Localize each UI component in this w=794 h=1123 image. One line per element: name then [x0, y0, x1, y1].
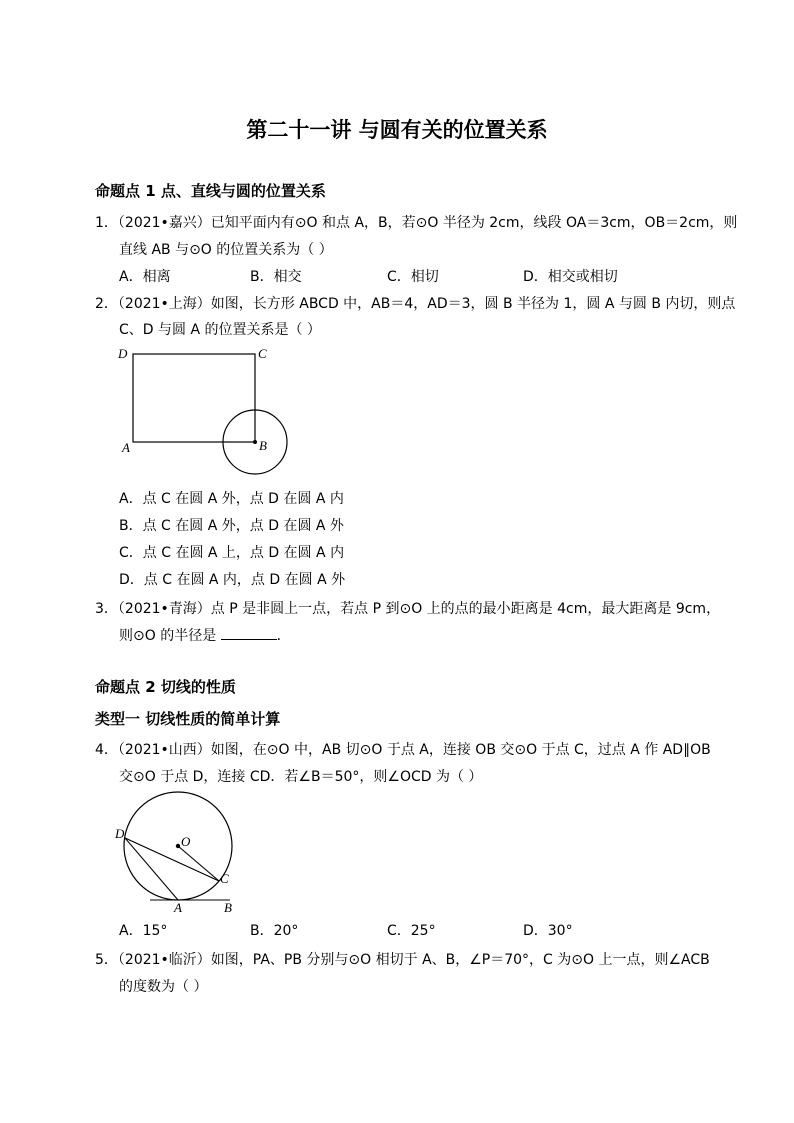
q4-figure-circle-tangent	[110, 790, 250, 915]
q1-option-b: B．相交	[250, 269, 302, 285]
label-a: A	[174, 900, 182, 915]
label-d: D	[118, 346, 128, 361]
q1-option-c: C．相切	[387, 269, 439, 285]
q2-line2: C、D 与圆 A 的位置关系是（ ）	[119, 322, 321, 338]
q2-option-a: A．点 C 在圆 A 外，点 D 在圆 A 内	[119, 491, 344, 507]
label-d: D	[115, 826, 125, 841]
q1-option-d: D．相交或相切	[523, 269, 618, 285]
rectangle-abcd	[133, 354, 255, 442]
q4-option-c: C．25°	[387, 923, 436, 939]
q3-line2	[119, 625, 291, 645]
point-o	[176, 844, 180, 848]
q2-line1: 2．（2021•上海）如图，长方形 ABCD 中，AB＝4，AD＝3，圆 B 半径为 1，圆 A 与圆 B 内切，则点	[95, 296, 736, 312]
segment-ob	[178, 846, 219, 881]
label-c: C	[220, 871, 229, 886]
q5-line1: 5．（2021•临沂）如图，PA、PB 分别与⊙O 相切于 A、B，∠P＝70°，C 为⊙O 上一点，则∠ACB	[95, 952, 710, 968]
section-subheading-type1: 类型一 切线性质的简单计算	[95, 710, 281, 728]
point-b	[253, 440, 257, 444]
segment-dc	[125, 838, 219, 881]
label-b: B	[224, 900, 232, 915]
q3-line1: 3．（2021•青海）点 P 是非圆上一点，若点 P 到⊙O 上的点的最小距离是 4cm，最大距离是 9cm，	[95, 601, 721, 617]
q1-option-a: A．相离	[119, 269, 171, 285]
page-title: 第二十一讲 与圆有关的位置关系	[246, 117, 548, 142]
q3-line2-text: 则⊙O 的半径是	[119, 628, 221, 644]
label-o: O	[181, 834, 191, 849]
q4-option-a: A．15°	[119, 923, 168, 939]
q3-answer-blank	[221, 627, 277, 640]
q4-option-b: B．20°	[250, 923, 299, 939]
label-c: C	[258, 346, 267, 361]
q4-line2: 交⊙O 于点 D，连接 CD．若∠B＝50°，则∠OCD 为（ ）	[119, 769, 483, 785]
section-heading-2: 命题点 2 切线的性质	[95, 678, 236, 696]
q2-option-d: D．点 C 在圆 A 内，点 D 在圆 A 外	[119, 572, 346, 588]
label-a: A	[122, 440, 130, 455]
segment-da	[125, 838, 178, 900]
q2-option-c: C．点 C 在圆 A 上，点 D 在圆 A 内	[119, 545, 345, 561]
q4-option-d: D．30°	[523, 923, 573, 939]
q2-figure-rectangle-circle	[110, 340, 300, 480]
q4-line1: 4．（2021•山西）如图，在⊙O 中，AB 切⊙O 于点 A，连接 OB 交⊙O 于点 C，过点 A 作 AD∥OB	[95, 742, 711, 758]
label-b: B	[259, 438, 267, 453]
q3-line2-end: ．	[276, 628, 291, 644]
q1-line2: 直线 AB 与⊙O 的位置关系为（ ）	[119, 242, 333, 258]
q2-option-b: B．点 C 在圆 A 外，点 D 在圆 A 外	[119, 518, 344, 534]
section-heading-1: 命题点 1 点、直线与圆的位置关系	[95, 182, 326, 200]
q5-line2: 的度数为（ ）	[119, 979, 208, 995]
q1-line1: 1．（2021•嘉兴）已知平面内有⊙O 和点 A，B，若⊙O 半径为 2cm，线段 OA＝3cm，OB＝2cm，则	[95, 215, 738, 231]
